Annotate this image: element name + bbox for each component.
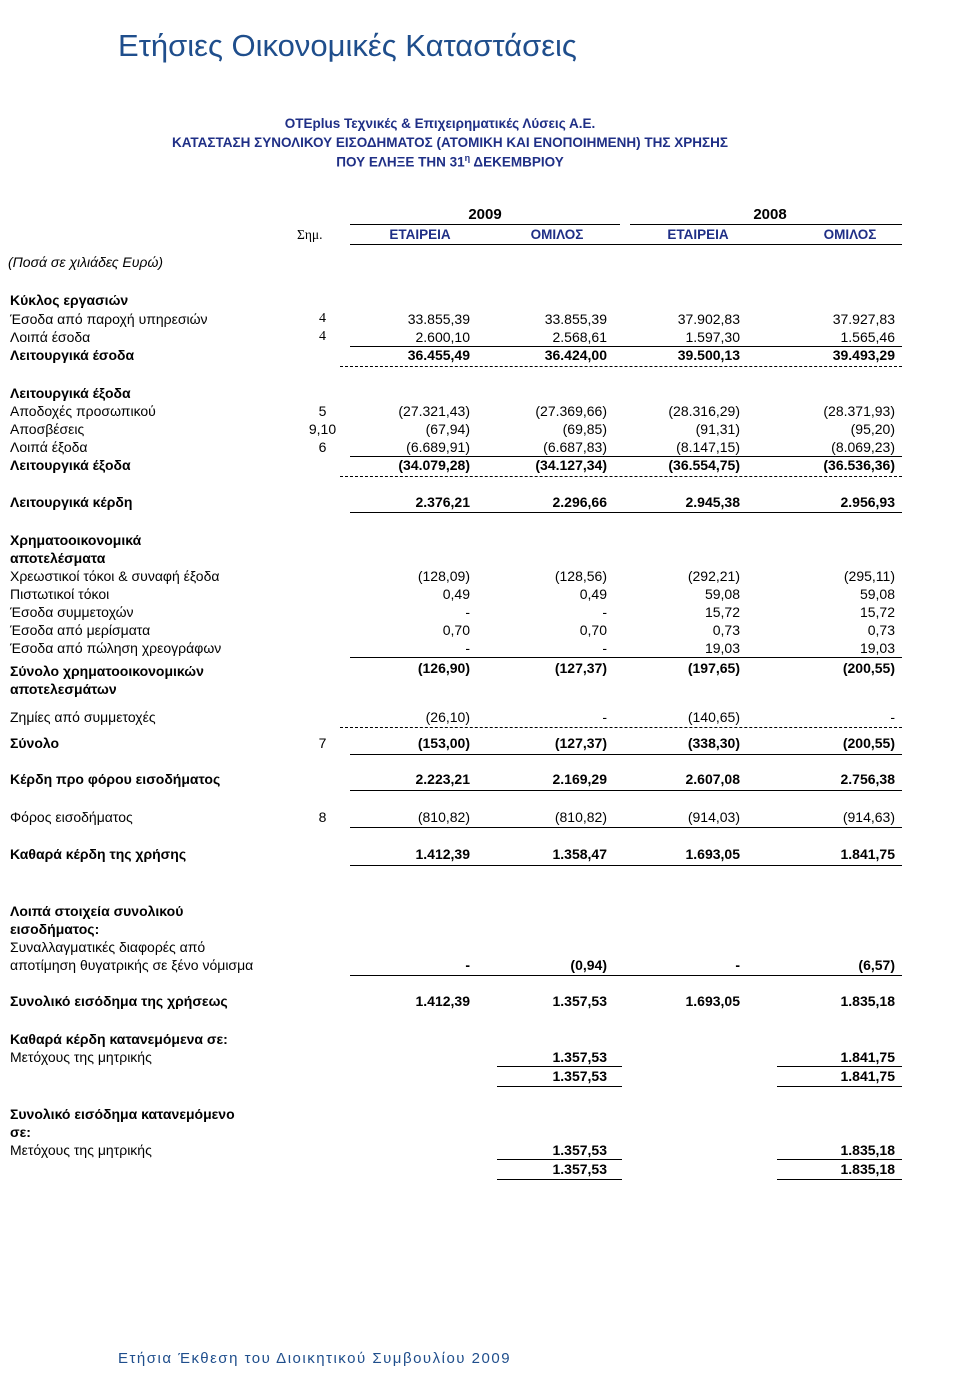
company-name: OTEplus Τεχνικές & Επιχειρηματικές Λύσεις Α.Ε.	[284, 116, 596, 131]
value-cell: 1.357,53	[552, 1142, 607, 1158]
value-cell: 1.357,53	[552, 1161, 607, 1177]
value-cell: (8.069,23)	[831, 439, 895, 455]
value-cell: -	[465, 604, 470, 620]
table-row	[0, 709, 960, 727]
row-label: Συνολικό εισόδημα της χρήσεως	[10, 993, 228, 1009]
section-operating-expenses	[0, 385, 960, 403]
value-cell: (69,85)	[562, 421, 607, 437]
value-cell: 1.835,18	[840, 993, 895, 1009]
value-cell: 2.600,10	[415, 329, 470, 345]
col-company-2009: ΕΤΑΙΡΕΙΑ	[389, 227, 451, 242]
table-row	[0, 809, 960, 827]
value-cell: 2.956,93	[840, 494, 895, 510]
row-label: Λειτουργικά έξοδα	[10, 457, 131, 473]
value-cell: (127,37)	[554, 735, 607, 751]
subtotal-rule	[340, 727, 902, 728]
row-label: Φόρος εισοδήματος	[10, 809, 133, 825]
subtotal-rule	[497, 1066, 622, 1067]
row-label: Πιστωτικοί τόκοι	[10, 586, 110, 602]
column-header-rule	[350, 244, 902, 245]
value-cell: (28.316,29)	[668, 403, 740, 419]
section-label: αποτελέσματα	[10, 550, 106, 566]
value-cell: 15,72	[704, 604, 740, 620]
value-cell: (126,90)	[417, 660, 470, 676]
value-cell: (27.369,66)	[535, 403, 607, 419]
table-row	[0, 568, 960, 586]
section-label: Λοιπά στοιχεία συνολικού	[10, 903, 184, 919]
value-cell: -	[465, 640, 470, 656]
section-label: Χρηματοοικονομικά	[10, 532, 142, 548]
value-cell: (27.321,43)	[398, 403, 470, 419]
page-footer: Ετήσια Έκθεση του Διοικητικού Συμβουλίου 2009	[118, 1350, 512, 1367]
currency-note: (Ποσά σε χιλιάδες Ευρώ)	[8, 254, 164, 270]
value-cell: 39.500,13	[677, 347, 740, 363]
total-rule	[777, 1086, 902, 1087]
table-row	[0, 660, 960, 678]
table-row	[0, 421, 960, 439]
table-row	[0, 403, 960, 421]
table-row	[0, 494, 960, 512]
value-cell: 0,73	[867, 622, 895, 638]
row-note: 4	[319, 329, 326, 344]
value-cell: 59,08	[704, 586, 740, 602]
row-label: αποτίμηση θυγατρικής σε ξένο νόμισμα	[10, 957, 254, 973]
section-total-income-attribution-line2	[0, 1124, 960, 1142]
value-cell: (292,21)	[687, 568, 740, 584]
table-row	[0, 604, 960, 622]
value-cell: (914,03)	[687, 809, 740, 825]
value-cell: (67,94)	[425, 421, 470, 437]
year-rule-2009	[350, 224, 620, 225]
value-cell: (6,57)	[858, 957, 895, 973]
table-row	[0, 457, 960, 475]
value-cell: 1.412,39	[415, 993, 470, 1009]
row-note: 6	[318, 439, 327, 455]
value-cell: 19,03	[704, 640, 740, 656]
table-row	[0, 586, 960, 604]
value-cell: 1.841,75	[840, 1049, 895, 1065]
value-cell: 59,08	[859, 586, 895, 602]
value-cell: 33.855,39	[407, 311, 470, 327]
value-cell: (95,20)	[850, 421, 895, 437]
value-cell: 1.358,47	[552, 846, 607, 862]
subtotal-rule	[497, 1159, 622, 1160]
row-label: Λειτουργικά έσοδα	[10, 347, 135, 363]
value-cell: -	[602, 604, 607, 620]
section-other-comprehensive-line2	[0, 921, 960, 939]
value-cell: 1.693,05	[685, 993, 740, 1009]
table-row	[0, 1142, 960, 1160]
section-net-profit-attribution	[0, 1031, 960, 1049]
value-cell: (140,65)	[687, 709, 740, 725]
value-cell: (200,55)	[842, 735, 895, 751]
value-cell: 1.412,39	[415, 846, 470, 862]
value-cell: -	[465, 957, 470, 973]
value-cell: (34.127,34)	[535, 457, 607, 473]
note-header: Σημ.	[297, 227, 323, 242]
value-cell: 15,72	[859, 604, 895, 620]
section-financial-line2	[0, 550, 960, 568]
table-row	[0, 993, 960, 1011]
row-note: 4	[319, 311, 326, 326]
value-cell: 2.607,08	[685, 771, 740, 787]
section-label: εισοδήματος:	[10, 921, 100, 937]
value-cell: 1.357,53	[552, 1068, 607, 1084]
section-total-income-attribution	[0, 1106, 960, 1124]
row-label: Λειτουργικά κέρδη	[10, 494, 133, 510]
table-row	[0, 1161, 960, 1179]
table-row	[0, 1049, 960, 1067]
table-row	[0, 771, 960, 789]
value-cell: 1.835,18	[840, 1161, 895, 1177]
total-rule	[350, 790, 902, 791]
value-cell: (197,65)	[687, 660, 740, 676]
value-cell: (128,56)	[554, 568, 607, 584]
value-cell: 37.902,83	[677, 311, 740, 327]
value-cell: (28.371,93)	[823, 403, 895, 419]
total-rule	[777, 1179, 902, 1180]
value-cell: (914,63)	[842, 809, 895, 825]
value-cell: 19,03	[859, 640, 895, 656]
subtotal-rule	[777, 1066, 902, 1067]
table-row	[0, 329, 960, 347]
section-revenue	[0, 292, 960, 310]
row-label: Έσοδα συμμετοχών	[10, 604, 134, 620]
value-cell: (338,30)	[687, 735, 740, 751]
total-rule	[350, 865, 902, 866]
section-financial	[0, 532, 960, 550]
year-2008: 2008	[753, 206, 787, 223]
value-cell: 1.357,53	[552, 993, 607, 1009]
row-label: Σύνολο χρηματοοικονομικών	[10, 663, 204, 679]
table-row	[0, 439, 960, 457]
value-cell: (810,82)	[417, 809, 470, 825]
value-cell: 1.597,30	[685, 329, 740, 345]
row-label: Χρεωστικοί τόκοι & συναφή έξοδα	[10, 568, 220, 584]
value-cell: -	[735, 957, 740, 973]
value-cell: 2.376,21	[415, 494, 470, 510]
value-cell: -	[890, 709, 895, 725]
row-note: 5	[318, 403, 327, 419]
row-label: Έσοδα από πώληση χρεογράφων	[10, 640, 222, 656]
table-row	[0, 1068, 960, 1086]
total-rule	[497, 1086, 622, 1087]
col-group-2008: ΟΜΙΛΟΣ	[823, 227, 877, 242]
value-cell: 1.357,53	[552, 1049, 607, 1065]
value-cell: (36.554,75)	[668, 457, 740, 473]
row-note: 8	[318, 809, 327, 825]
period-suffix: ΔΕΚΕΜΒΡΙΟΥ	[473, 154, 564, 170]
row-label: Συναλλαγματικές διαφορές από	[10, 939, 206, 955]
total-rule	[340, 366, 902, 367]
value-cell: (153,00)	[417, 735, 470, 751]
row-label: Λοιπά έξοδα	[10, 439, 88, 455]
value-cell: (6.689,91)	[406, 439, 470, 455]
row-note: 9,10	[308, 421, 337, 437]
row-label: Ζημίες από συμμετοχές	[10, 709, 156, 725]
subtotal-rule	[350, 975, 902, 976]
value-cell: 0,70	[579, 622, 607, 638]
total-rule	[350, 754, 902, 755]
row-label: Έσοδα από παροχή υπηρεσιών	[10, 311, 208, 327]
value-cell: 2.945,38	[685, 494, 740, 510]
year-rule-2008	[630, 224, 902, 225]
table-row-continued	[0, 681, 960, 699]
table-row-label-line	[0, 939, 960, 957]
value-cell: 2.568,61	[552, 329, 607, 345]
value-cell: 2.756,38	[840, 771, 895, 787]
value-cell: (26,10)	[425, 709, 470, 725]
table-row	[0, 957, 960, 975]
total-rule	[497, 1179, 622, 1180]
section-label: Λειτουργικά έξοδα	[10, 385, 131, 401]
row-label: Μετόχους της μητρικής	[10, 1142, 152, 1158]
row-label: Αποσβέσεις	[10, 421, 85, 437]
value-cell: 36.424,00	[544, 347, 607, 363]
row-label: Σύνολο	[10, 735, 60, 751]
subtotal-rule	[350, 827, 902, 828]
row-label: Κέρδη προ φόρου εισοδήματος	[10, 771, 221, 787]
value-cell: 37.927,83	[832, 311, 895, 327]
col-company-2008: ΕΤΑΙΡΕΙΑ	[667, 227, 729, 242]
value-cell: (36.536,36)	[823, 457, 895, 473]
period-prefix: ΠΟΥ ΕΛΗΞΕ ΤΗΝ 31	[336, 154, 465, 170]
row-label: Αποδοχές προσωπικού	[10, 403, 156, 419]
subtotal-rule	[350, 657, 902, 658]
section-label: Συνολικό εισόδημα κατανεμόμενο	[10, 1106, 235, 1122]
table-row	[0, 347, 960, 365]
value-cell: 36.455,49	[407, 347, 470, 363]
value-cell: 33.855,39	[544, 311, 607, 327]
table-row	[0, 622, 960, 640]
section-label: σε:	[10, 1124, 31, 1140]
period-sup: η	[464, 153, 471, 163]
value-cell: (6.687,83)	[543, 439, 607, 455]
value-cell: 1.841,75	[840, 1068, 895, 1084]
value-cell: -	[602, 709, 607, 725]
statement-period	[150, 153, 750, 170]
row-label: Καθαρά κέρδη της χρήσης	[10, 846, 187, 862]
year-2009: 2009	[468, 206, 502, 223]
statement-title: ΚΑΤΑΣΤΑΣΗ ΣΥΝΟΛΙΚΟΥ ΕΙΣΟΔΗΜΑΤΟΣ (ΑΤΟΜΙΚΗ ΚΑΙ ΕΝΟΠΟΙΗΜΕΝΗ) ΤΗΣ ΧΡΗΣΗΣ	[172, 135, 728, 150]
value-cell: (34.079,28)	[398, 457, 470, 473]
value-cell: 0,73	[712, 622, 740, 638]
value-cell: (8.147,15)	[676, 439, 740, 455]
total-rule	[340, 476, 902, 477]
row-label: Λοιπά έσοδα	[10, 329, 91, 345]
value-cell: (128,09)	[417, 568, 470, 584]
subtotal-rule	[777, 1159, 902, 1160]
value-cell: 1.565,46	[840, 329, 895, 345]
row-label: Έσοδα από μερίσματα	[10, 622, 151, 638]
value-cell: (91,31)	[695, 421, 740, 437]
section-label: Καθαρά κέρδη κατανεμόμενα σε:	[10, 1031, 228, 1047]
table-row	[0, 311, 960, 329]
row-label: αποτελεσμάτων	[10, 681, 117, 697]
value-cell: 0,70	[442, 622, 470, 638]
value-cell: -	[602, 640, 607, 656]
value-cell: 0,49	[579, 586, 607, 602]
page-title: Ετήσιες Οικονομικές Καταστάσεις	[118, 28, 577, 63]
table-row	[0, 735, 960, 753]
value-cell: 0,49	[442, 586, 470, 602]
value-cell: 1.841,75	[840, 846, 895, 862]
value-cell: 2.296,66	[552, 494, 607, 510]
row-note: 7	[318, 735, 327, 751]
value-cell: 2.169,29	[552, 771, 607, 787]
value-cell: (810,82)	[554, 809, 607, 825]
table-row	[0, 846, 960, 864]
section-label: Κύκλος εργασιών	[10, 292, 129, 308]
total-rule	[350, 512, 902, 513]
table-row	[0, 640, 960, 658]
row-label: Μετόχους της μητρικής	[10, 1049, 152, 1065]
value-cell: 39.493,29	[832, 347, 895, 363]
value-cell: 2.223,21	[415, 771, 470, 787]
value-cell: (200,55)	[842, 660, 895, 676]
value-cell: (295,11)	[843, 568, 895, 584]
value-cell: (0,94)	[570, 957, 607, 973]
section-other-comprehensive	[0, 903, 960, 921]
value-cell: (127,37)	[554, 660, 607, 676]
value-cell: 1.693,05	[685, 846, 740, 862]
value-cell: 1.835,18	[840, 1142, 895, 1158]
col-group-2009: ΟΜΙΛΟΣ	[530, 227, 584, 242]
